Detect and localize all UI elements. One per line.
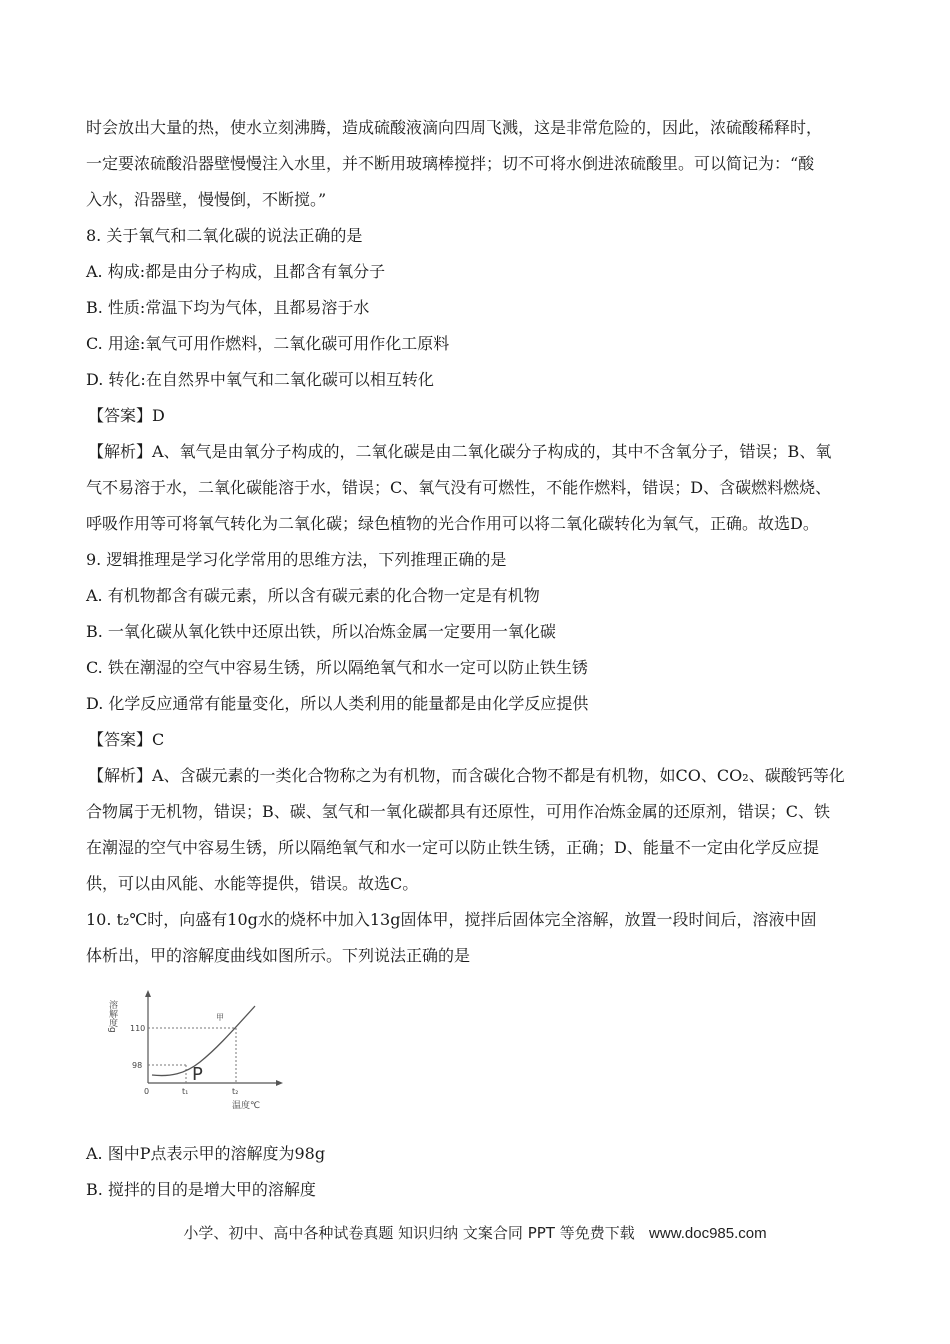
option-a: A. 图中P点表示甲的溶解度为98g [86,1144,326,1163]
option-c: C. 用途:氧气可用作燃料，二氧化碳可用作化工原料 [86,334,450,353]
x-tick-t2: t₂ [232,1087,239,1096]
y-axis-arrow [145,990,151,997]
footer-url[interactable]: www.doc985.com [649,1225,767,1242]
answer-label: 【答案】C [88,730,165,749]
option-d: D. 化学反应通常有能量变化，所以人类利用的能量都是由化学反应提供 [86,694,589,713]
question-10: 10. t₂℃时，向盛有10g水的烧杯中加入13g固体甲，搅拌后固体完全溶解，放置一段时间后，溶液中固 [86,910,817,929]
analysis-text: 在潮湿的空气中容易生锈，所以隔绝氧气和水一定可以防止铁生锈，正确；D、能量不一定由化学反应提 [86,838,819,857]
text-line: 时会放出大量的热，使水立刻沸腾，造成硫酸液滴向四周飞溅，这是非常危险的，因此，浓硫酸稀释时， [86,118,823,137]
analysis-text: 合物属于无机物，错误；B、碳、氢气和一氧化碳都具有还原性，可用作冶炼金属的还原剂，错误；C、铁 [86,802,831,821]
analysis-text: 【解析】A、氧气是由氧分子构成的，二氧化碳是由二氧化碳分子构成的，其中不含氧分子，错误；B、氧 [88,442,832,461]
curve-label: 甲 [216,1013,224,1022]
question-8: 8. 关于氧气和二氧化碳的说法正确的是 [86,226,363,245]
analysis-text: 呼吸作用等可将氧气转化为二氧化碳；绿色植物的光合作用可以将二氧化碳转化为氧气，正确。故选D。 [86,514,819,533]
text-line: 一定要浓硫酸沿器壁慢慢注入水里，并不断用玻璃棒搅拌；切不可将水倒进浓硫酸里。可以简记为：“酸 [86,154,815,173]
option-c: C. 铁在潮湿的空气中容易生锈，所以隔绝氧气和水一定可以防止铁生锈 [86,658,588,677]
text-line: 体析出，甲的溶解度曲线如图所示。下列说法正确的是 [86,946,471,965]
analysis-text: 气不易溶于水，二氧化碳能溶于水，错误；C、氧气没有可燃性，不能作燃料，错误；D、含碳燃料燃烧、 [86,478,832,497]
analysis-text: 【解析】A、含碳元素的一类化合物称之为有机物，而含碳化合物不都是有机物，如CO、CO₂、碳酸钙等化 [88,766,845,785]
x-axis-label: 温度℃ [232,1101,261,1111]
option-a: A. 有机物都含有碳元素，所以含有碳元素的化合物一定是有机物 [86,586,540,605]
page-footer [0,1222,950,1243]
x-axis-arrow [276,1080,283,1086]
answer-label: 【答案】D [88,406,165,425]
text-line: 入水，沿器壁，慢慢倒，不断搅。” [86,190,327,209]
analysis-text: 供，可以由风能、水能等提供，错误。故选C。 [86,874,419,893]
point-p-label: P [192,1064,203,1085]
x-tick-t1: t₁ [182,1087,189,1096]
y-tick-110: 110 [130,1024,146,1033]
question-9: 9. 逻辑推理是学习化学常用的思维方法，下列推理正确的是 [86,550,507,569]
solubility-curve-figure [100,988,300,1113]
option-b: B. 搅拌的目的是增大甲的溶解度 [86,1180,316,1199]
solubility-curve [152,1006,255,1076]
option-d: D. 转化:在自然界中氧气和二氧化碳可以相互转化 [86,370,434,389]
y-tick-98: 98 [132,1061,143,1070]
option-b: B. 一氧化碳从氧化铁中还原出铁，所以冶炼金属一定要用一氧化碳 [86,622,556,641]
footer-text: 小学、初中、高中各种试卷真题 知识归纳 文案合同 PPT 等免费下载 [183,1224,635,1242]
option-b: B. 性质:常温下均为气体，且都易溶于水 [86,298,370,317]
option-a: A. 构成:都是由分子构成，且都含有氧分子 [86,262,386,281]
y-axis-label: 溶解度g [107,1000,117,1033]
x-tick-0: 0 [144,1087,150,1096]
